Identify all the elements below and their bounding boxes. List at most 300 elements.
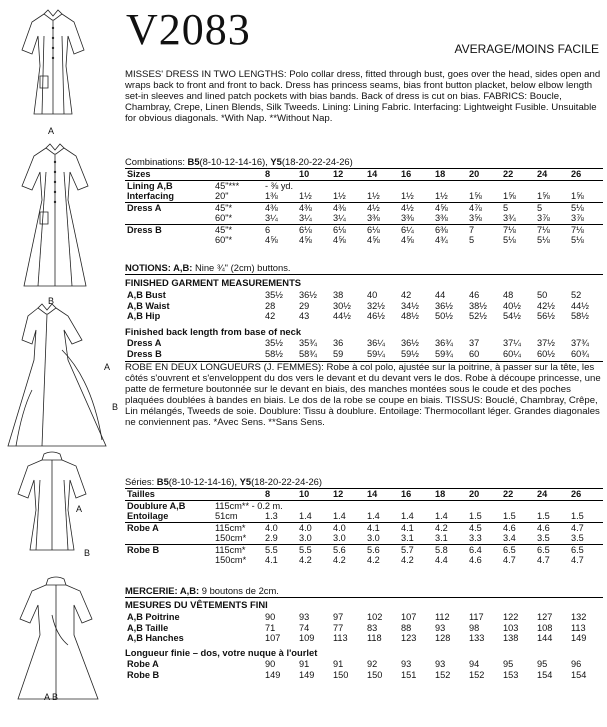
row-value: 93 bbox=[401, 659, 412, 669]
row-value: 4⅝ bbox=[401, 235, 414, 245]
row-value: 117 bbox=[469, 612, 484, 622]
table-row bbox=[125, 623, 603, 634]
row-value: 5.8 bbox=[433, 544, 467, 555]
english-finished-table bbox=[125, 290, 603, 322]
table-row bbox=[125, 213, 603, 224]
row-value: 6.5 bbox=[569, 544, 603, 555]
row-label: A,B Bust bbox=[127, 290, 166, 300]
row-value: 1.4 bbox=[367, 511, 380, 521]
row-value: 4.0 bbox=[263, 522, 297, 533]
row-value: 3.3 bbox=[469, 533, 482, 543]
row-value: 4.2 bbox=[299, 555, 312, 565]
row-value: 90 bbox=[265, 612, 276, 622]
row-value: 52 bbox=[571, 290, 582, 300]
row-value: 4⅜ bbox=[297, 202, 331, 213]
french-notions-text: 9 boutons de 2cm. bbox=[201, 585, 279, 596]
row-value: 1.4 bbox=[333, 511, 346, 521]
size-header: 20 bbox=[467, 169, 501, 181]
row-value: 5 bbox=[535, 202, 569, 213]
row-value: 4.2 bbox=[401, 555, 414, 565]
table-row bbox=[125, 191, 603, 202]
size-header: 18 bbox=[433, 489, 467, 501]
row-value: 1½ bbox=[401, 191, 414, 201]
row-value: 108 bbox=[537, 622, 553, 633]
row-value: 5⅛ bbox=[569, 202, 603, 213]
size-header: 8 bbox=[263, 169, 297, 181]
row-value: 44 bbox=[435, 290, 446, 300]
row-value: 40½ bbox=[503, 300, 521, 311]
english-notions bbox=[125, 262, 603, 273]
fabric-width: 60"* bbox=[215, 213, 233, 223]
row-value: 4.6 bbox=[501, 522, 535, 533]
row-value: 7⅛ bbox=[501, 224, 535, 235]
row-value: 5.6 bbox=[331, 544, 365, 555]
row-value: 1⅝ bbox=[503, 191, 516, 201]
size-header: 22 bbox=[501, 489, 535, 501]
row-value: 1.4 bbox=[435, 511, 448, 521]
row-label: Dress B bbox=[125, 224, 213, 235]
row-value: 4.5 bbox=[467, 522, 501, 533]
figure-side-label-b: B bbox=[112, 402, 119, 412]
row-value: 52½ bbox=[469, 311, 487, 321]
row-value: 1½ bbox=[299, 191, 312, 201]
row-value: 40 bbox=[367, 290, 378, 300]
size-header: 20 bbox=[467, 489, 501, 501]
series-b5-sizes: (8-10-12-14-16), bbox=[168, 476, 238, 487]
row-label: A,B Taille bbox=[127, 622, 169, 633]
divider bbox=[125, 274, 603, 275]
french-notions-label: MERCERIE: A,B: bbox=[125, 585, 200, 596]
row-value: 93 bbox=[435, 622, 446, 633]
row-value: 60 bbox=[469, 348, 480, 359]
row-value: 151 bbox=[401, 669, 417, 680]
combinations-y5: Y5 bbox=[270, 156, 282, 167]
row-value: 3⅜ bbox=[367, 213, 380, 223]
row-value: 112 bbox=[435, 612, 450, 622]
table-row bbox=[125, 555, 603, 566]
row-value: 122 bbox=[503, 612, 519, 622]
combinations-b5-sizes: (8-10-12-14-16), bbox=[199, 156, 268, 167]
sizes-label: Tailles bbox=[125, 489, 263, 501]
row-value: 36½ bbox=[401, 338, 419, 348]
row-value: 34½ bbox=[401, 300, 419, 311]
row-value: 144 bbox=[537, 633, 553, 643]
table-row bbox=[125, 511, 603, 522]
row-value: 132 bbox=[571, 612, 587, 622]
row-value: 2.9 bbox=[265, 533, 278, 543]
row-value: 4⅞ bbox=[467, 202, 501, 213]
size-header: 16 bbox=[399, 489, 433, 501]
row-value: 1½ bbox=[333, 191, 346, 201]
row-value: 37¾ bbox=[571, 338, 589, 348]
english-back-length-title: Finished back length from base of neck bbox=[125, 326, 302, 337]
english-notions-label: NOTIONS: A,B: bbox=[125, 262, 193, 273]
row-value: 60¾ bbox=[571, 348, 589, 359]
figure-back-label-a: A bbox=[76, 504, 83, 514]
table-row bbox=[125, 349, 603, 360]
row-value: 59 bbox=[333, 348, 344, 359]
row-value: 4.7 bbox=[571, 555, 584, 565]
row-value: 37 bbox=[469, 338, 480, 348]
row-value: 4.0 bbox=[331, 522, 365, 533]
row-value: 30½ bbox=[333, 300, 351, 311]
sizes-label: Sizes bbox=[125, 169, 263, 181]
row-value: 50½ bbox=[435, 311, 453, 321]
row-value: 36 bbox=[333, 338, 344, 348]
row-value: 96 bbox=[571, 659, 582, 669]
series-y5-sizes: (18-20-22-24-26) bbox=[251, 476, 322, 487]
dress-b-side-illustration bbox=[2, 300, 114, 450]
row-value: 95 bbox=[503, 659, 514, 669]
row-value: 36¾ bbox=[435, 338, 453, 348]
row-value: 4.2 bbox=[367, 555, 380, 565]
row-value: 4.6 bbox=[535, 522, 569, 533]
row-value: 3⅞ bbox=[571, 213, 584, 223]
row-value: 46½ bbox=[367, 311, 385, 321]
table-row bbox=[125, 533, 603, 544]
row-label: Lining A,B bbox=[127, 180, 173, 191]
table-row bbox=[125, 224, 603, 235]
row-value: 3⅝ bbox=[469, 213, 482, 223]
row-value: 5 bbox=[501, 202, 535, 213]
table-row bbox=[125, 522, 603, 533]
row-value: 133 bbox=[469, 633, 485, 643]
row-value: 6.5 bbox=[501, 544, 535, 555]
row-label: Interfacing bbox=[127, 191, 174, 201]
size-header: 14 bbox=[365, 169, 399, 181]
row-value: 3⅜ bbox=[401, 213, 414, 223]
row-value: 54½ bbox=[503, 311, 521, 321]
row-value: 6⅛ bbox=[331, 224, 365, 235]
row-value: 103 bbox=[503, 622, 519, 633]
row-value: 5⅛ bbox=[571, 235, 584, 245]
difficulty-label: AVERAGE/MOINS FACILE bbox=[454, 42, 599, 56]
table-row bbox=[125, 290, 603, 301]
row-value: 58½ bbox=[265, 348, 283, 359]
row-value: 3.1 bbox=[401, 533, 414, 543]
dress-b-back-illustration bbox=[8, 575, 108, 705]
row-value: 4.6 bbox=[469, 555, 482, 565]
english-notions-text: Nine ¾" (2cm) buttons. bbox=[194, 262, 291, 273]
row-value: 42 bbox=[401, 290, 412, 300]
row-value: 4.2 bbox=[333, 555, 346, 565]
row-label: Robe A bbox=[125, 522, 213, 533]
row-value: 6 bbox=[263, 224, 297, 235]
row-label: A,B Hip bbox=[127, 311, 161, 321]
table-row bbox=[125, 612, 603, 623]
english-description: MISSES' DRESS IN TWO LENGTHS: Polo collar dress, fitted through bust, goes over the head, sides open and wraps back to front and front to back. Dress has princess seams, bias front button placket, below elbow length set-in sleeves and lined patch pockets with bias bands. Back of dress is cut on bias. FABRICS: Boucle, Chambray, Crepe, Linen Blends, Silk Tweeds. Lining: Lining Fabric. Interfacing: Lightweight Fusible. Unsuitable for obvious diagonals. *With Nap. **Without Nap. bbox=[125, 69, 601, 125]
table-header-row bbox=[125, 489, 603, 501]
row-value: 154 bbox=[571, 669, 587, 680]
row-value: 58½ bbox=[571, 311, 589, 321]
row-value: 46 bbox=[469, 290, 480, 300]
row-value: 6¼ bbox=[399, 224, 433, 235]
row-value: 44½ bbox=[571, 300, 589, 311]
row-value: 5.6 bbox=[365, 544, 399, 555]
illustrations-column bbox=[0, 0, 118, 727]
row-value: 37¼ bbox=[503, 338, 521, 348]
row-value: 1⅜ bbox=[265, 191, 278, 201]
row-value: 4⅝ bbox=[299, 235, 312, 245]
row-value: 149 bbox=[571, 633, 587, 643]
row-value: 1.5 bbox=[503, 511, 516, 521]
row-label: Robe B bbox=[127, 669, 160, 680]
row-value: 154 bbox=[537, 669, 553, 680]
row-value: 28 bbox=[265, 300, 276, 311]
row-value: 153 bbox=[503, 669, 519, 680]
row-value: 150 bbox=[333, 669, 349, 680]
fabric-width: 45"* bbox=[213, 224, 263, 235]
row-value: 152 bbox=[469, 669, 485, 680]
row-value: 4⅜ bbox=[263, 202, 297, 213]
row-value: 59¾ bbox=[435, 348, 453, 359]
row-value: 6.5 bbox=[535, 544, 569, 555]
row-value: 149 bbox=[299, 669, 315, 680]
row-value: 71 bbox=[265, 622, 276, 633]
combinations-label: Combinations: bbox=[125, 156, 185, 167]
row-value: 35¾ bbox=[299, 338, 317, 348]
row-value: 7⅛ bbox=[569, 224, 603, 235]
table-row bbox=[125, 311, 603, 322]
row-value: 152 bbox=[435, 669, 451, 680]
row-value: 5⅛ bbox=[537, 235, 550, 245]
figure-back-label-ab: A B bbox=[44, 692, 59, 702]
table-row bbox=[125, 544, 603, 555]
row-value: 38½ bbox=[469, 300, 487, 311]
row-value: 37½ bbox=[537, 338, 555, 348]
row-value: 32½ bbox=[367, 300, 385, 311]
row-value: 3.4 bbox=[503, 533, 516, 543]
french-back-length-title: Longueur finie – dos, votre nuque à l'ourlet bbox=[125, 647, 318, 658]
fabric-width: 45"*** bbox=[215, 180, 240, 191]
figure-label-b: B bbox=[48, 296, 55, 306]
row-value: 35½ bbox=[265, 338, 283, 348]
fabric-width: 115cm* bbox=[213, 544, 263, 555]
row-label: Robe B bbox=[125, 544, 213, 555]
size-header: 24 bbox=[535, 169, 569, 181]
row-value: 1.5 bbox=[537, 511, 550, 521]
row-value: 88 bbox=[401, 622, 412, 633]
fabric-width: 115cm** - 0.2 m. bbox=[215, 500, 283, 511]
size-header: 14 bbox=[365, 489, 399, 501]
row-value: 74 bbox=[299, 622, 310, 633]
row-value: 4.1 bbox=[265, 555, 278, 565]
row-value: 59½ bbox=[401, 348, 419, 359]
divider bbox=[125, 597, 603, 598]
row-value: 1.4 bbox=[299, 511, 312, 521]
row-label: Dress A bbox=[127, 338, 162, 348]
series-line bbox=[125, 476, 322, 487]
row-label: A,B Poitrine bbox=[127, 612, 180, 622]
size-header: 16 bbox=[399, 169, 433, 181]
row-value: 36½ bbox=[299, 290, 317, 300]
row-value: 6⅜ bbox=[433, 224, 467, 235]
row-value: 1½ bbox=[367, 191, 380, 201]
row-value: 3.5 bbox=[537, 533, 550, 543]
row-value: 56½ bbox=[537, 311, 555, 321]
row-value: 4.4 bbox=[435, 555, 448, 565]
row-value: 77 bbox=[333, 622, 344, 633]
row-value: 1⅝ bbox=[571, 191, 584, 201]
series-label: Séries: bbox=[125, 476, 155, 487]
size-header: 26 bbox=[569, 169, 603, 181]
row-label: Dress A bbox=[125, 202, 213, 213]
row-value: 4¾ bbox=[435, 235, 448, 245]
row-value: 7⅛ bbox=[535, 224, 569, 235]
table-row bbox=[125, 301, 603, 312]
size-header: 22 bbox=[501, 169, 535, 181]
table-row bbox=[125, 670, 603, 681]
dress-b-front-illustration bbox=[10, 140, 100, 290]
series-y5: Y5 bbox=[239, 476, 252, 487]
row-value: 5 bbox=[469, 235, 475, 245]
row-value: 102 bbox=[367, 612, 383, 622]
row-value: 3.0 bbox=[333, 533, 346, 543]
row-value: 5⅛ bbox=[503, 235, 516, 245]
row-value: 42 bbox=[265, 311, 276, 321]
row-value: 93 bbox=[435, 659, 446, 669]
row-value: 91 bbox=[299, 659, 310, 669]
row-value: 91 bbox=[333, 659, 344, 669]
row-value: 3¾ bbox=[503, 213, 516, 223]
row-value: 4.7 bbox=[537, 555, 550, 565]
table-row bbox=[125, 180, 603, 191]
fabric-width: 20" bbox=[215, 191, 229, 201]
size-header: 26 bbox=[569, 489, 603, 501]
row-value: 7 bbox=[467, 224, 501, 235]
series-b5: B5 bbox=[156, 476, 169, 487]
row-value: 3.0 bbox=[367, 533, 380, 543]
row-value: 48½ bbox=[401, 311, 419, 321]
row-value: 109 bbox=[299, 633, 315, 643]
french-description: ROBE EN DEUX LONGUEURS (J. FEMMES): Robe à col polo, ajustée sur la poitrine, à passer sur la tête, les côtés s'ouvrent et s'enveloppent du dos vers le devant et du devant vers le dos. Robe à découpe princesse, une patte de fermeture boutonnée sur le devant en biais, des manches montées sous le coude et des poches plaquées doublées à bandes en biais. Le dos de la robe se coupe en biais. TISSUS: Bouclé, Chambray, Crêpe, Lin mélangés, Tweeds de soie. Doublure: Tissu à doublure. Entoilage: Thermocollant léger. Grandes diagonales ne conviennent pas. *Avec Sens. **Sans Sens. bbox=[125, 362, 601, 429]
row-value: 4⅝ bbox=[433, 202, 467, 213]
fabric-width: 45"* bbox=[213, 202, 263, 213]
row-value: 1⅝ bbox=[469, 191, 482, 201]
english-finished-title: FINISHED GARMENT MEASUREMENTS bbox=[125, 277, 302, 288]
french-finished-title: MESURES DU VÊTEMENTS FINI bbox=[125, 599, 268, 610]
row-value: 59¼ bbox=[367, 348, 385, 359]
row-value: 3.5 bbox=[571, 533, 584, 543]
row-value: 1.5 bbox=[469, 511, 482, 521]
row-label bbox=[125, 533, 213, 544]
size-header: 8 bbox=[263, 489, 297, 501]
table-row bbox=[125, 659, 603, 670]
row-value: 4½ bbox=[365, 202, 399, 213]
dress-a-front-illustration bbox=[18, 6, 88, 126]
row-value: 3.0 bbox=[299, 533, 312, 543]
row-value: 4⅝ bbox=[265, 235, 278, 245]
french-yardage-table bbox=[125, 488, 603, 566]
row-value: 127 bbox=[537, 612, 553, 622]
row-value: 35½ bbox=[265, 290, 283, 300]
row-value: 149 bbox=[265, 669, 281, 680]
row-value: 4.1 bbox=[399, 522, 433, 533]
row-value: 4.7 bbox=[503, 555, 516, 565]
table-row bbox=[125, 338, 603, 349]
row-label bbox=[125, 213, 213, 224]
row-value: 3⅜ bbox=[435, 213, 448, 223]
row-value: 5.5 bbox=[297, 544, 331, 555]
row-value: 107 bbox=[265, 633, 281, 643]
combinations-y5-sizes: (18-20-22-24-26) bbox=[281, 156, 353, 167]
row-value: 6⅛ bbox=[297, 224, 331, 235]
row-value: 107 bbox=[401, 612, 417, 622]
row-value: 3.1 bbox=[435, 533, 448, 543]
row-label: Entoilage bbox=[127, 511, 169, 521]
row-value: 42½ bbox=[537, 300, 555, 311]
row-value: 92 bbox=[367, 659, 378, 669]
row-value: 44½ bbox=[333, 311, 351, 321]
french-finished-table bbox=[125, 612, 603, 644]
fabric-width: 150cm* bbox=[215, 533, 247, 543]
row-value: 98 bbox=[469, 622, 480, 633]
row-value: 58¾ bbox=[299, 348, 317, 359]
row-value: 113 bbox=[571, 622, 586, 633]
row-value: 83 bbox=[367, 622, 378, 633]
row-value: 150 bbox=[367, 669, 383, 680]
row-value: 1.5 bbox=[571, 511, 584, 521]
row-value: 1½ bbox=[435, 191, 448, 201]
row-value: 3¼ bbox=[299, 213, 312, 223]
row-value: 36¼ bbox=[367, 338, 385, 348]
figure-side-label-a: A bbox=[104, 362, 111, 372]
row-value: 1⅝ bbox=[537, 191, 550, 201]
row-value: 5.7 bbox=[399, 544, 433, 555]
row-value: 4⅝ bbox=[367, 235, 380, 245]
row-label: Dress B bbox=[127, 348, 162, 359]
size-header: 10 bbox=[297, 489, 331, 501]
row-value: 94 bbox=[469, 659, 480, 669]
size-header: 18 bbox=[433, 169, 467, 181]
row-value: 3¼ bbox=[333, 213, 346, 223]
row-value: 4.7 bbox=[569, 522, 603, 533]
row-label: A,B Hanches bbox=[127, 633, 184, 643]
row-label bbox=[125, 555, 213, 566]
french-length-table bbox=[125, 659, 603, 680]
row-value: 4⅜ bbox=[331, 202, 365, 213]
size-header: 12 bbox=[331, 489, 365, 501]
row-value: 118 bbox=[367, 633, 382, 643]
row-value: 138 bbox=[503, 633, 519, 643]
row-label: A,B Waist bbox=[127, 300, 170, 311]
row-value: 48 bbox=[503, 290, 514, 300]
english-yardage-table bbox=[125, 168, 603, 246]
row-value: 5.5 bbox=[263, 544, 297, 555]
row-value: 1.4 bbox=[401, 511, 414, 521]
row-value: 6⅛ bbox=[365, 224, 399, 235]
row-value: 4.2 bbox=[433, 522, 467, 533]
size-header: 12 bbox=[331, 169, 365, 181]
row-label: Robe A bbox=[127, 659, 159, 669]
fabric-width: 150cm* bbox=[215, 555, 247, 565]
row-value: 60¼ bbox=[503, 348, 521, 359]
row-value: 123 bbox=[401, 633, 417, 643]
fabric-width: 60"* bbox=[215, 235, 233, 245]
combinations-b5: B5 bbox=[187, 156, 200, 167]
figure-label-a: A bbox=[48, 126, 55, 136]
row-value: 4.0 bbox=[297, 522, 331, 533]
row-label bbox=[125, 235, 213, 246]
row-value: 93 bbox=[299, 612, 310, 622]
row-value: 4.1 bbox=[365, 522, 399, 533]
row-value: 1.3 bbox=[265, 511, 278, 521]
pattern-code: V2083 bbox=[126, 5, 251, 54]
row-value: 4⅝ bbox=[333, 235, 346, 245]
combinations-line bbox=[125, 156, 353, 167]
figure-back-label-b: B bbox=[84, 548, 91, 558]
french-notions bbox=[125, 585, 603, 596]
